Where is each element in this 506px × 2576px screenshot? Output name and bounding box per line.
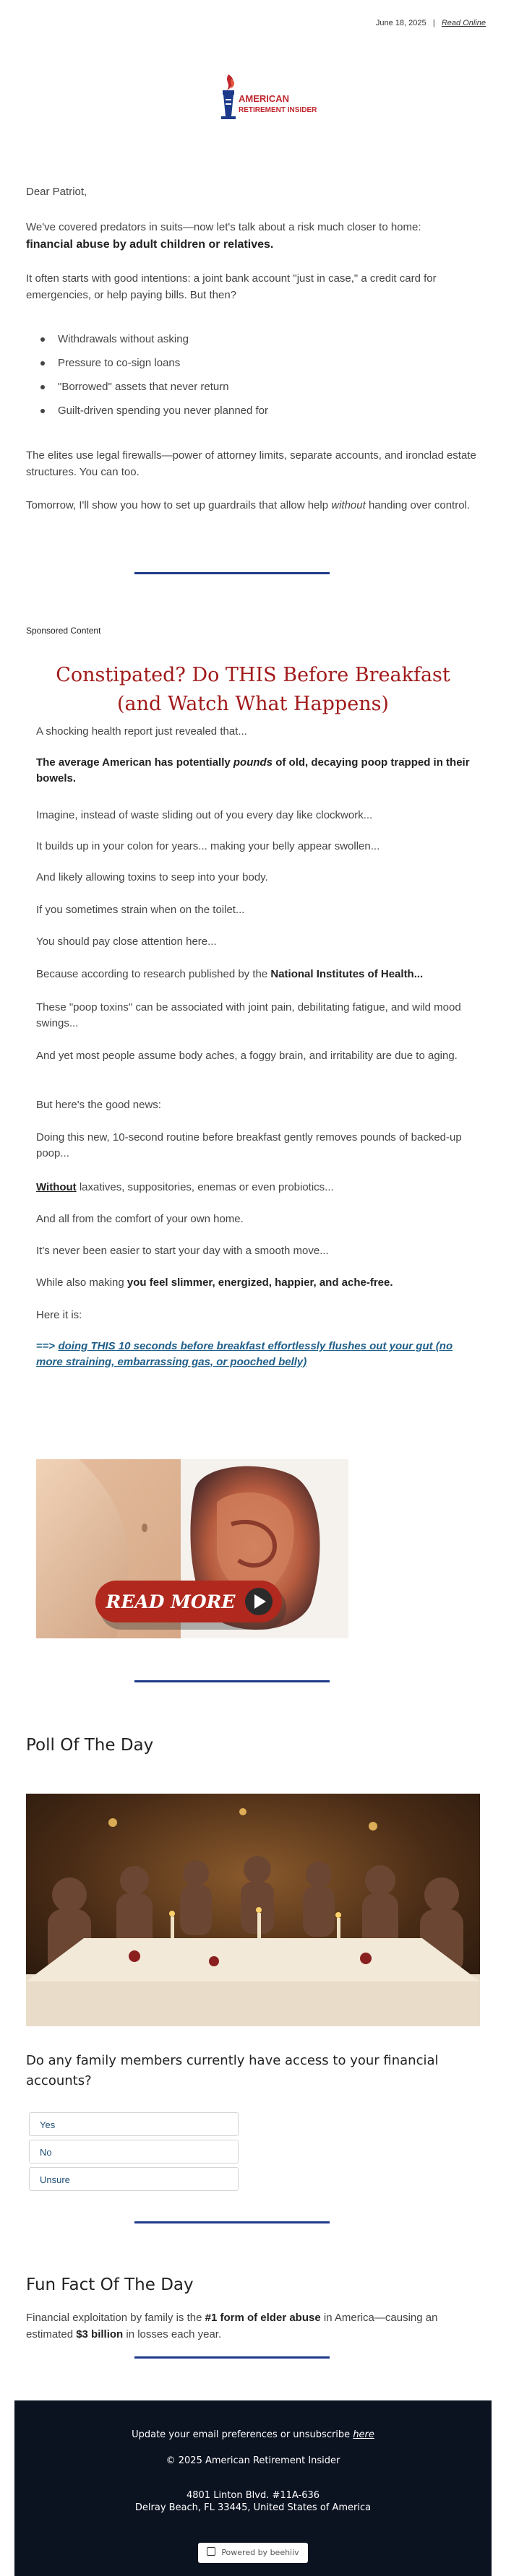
ad-image-read-more[interactable] <box>36 1459 348 1638</box>
ad-headline-line1: Constipated? Do THIS Before Breakfast <box>56 664 450 686</box>
ad-paragraph: And yet most people assume body aches, a foggy brain, and irritability are due to aging. <box>36 1050 458 1062</box>
paragraph-4-emphasis: without <box>331 499 366 511</box>
ad-text: While also making <box>36 1276 127 1289</box>
ad-paragraph: It builds up in your colon for years... making your belly appear swollen... <box>36 840 380 852</box>
ad-text: The average American has potentially <box>36 756 233 769</box>
ad-headline <box>26 661 480 719</box>
family-dinner-photo <box>26 1794 480 2026</box>
list-item: Pressure to co-sign loans <box>40 351 474 375</box>
ad-cta-link[interactable]: doing THIS 10 seconds before breakfast effortlessly flushes out your gut (no more straining, embarrassing gas, or pooched belly) <box>36 1340 453 1368</box>
preferences-text: Update your email preferences or unsubscribe <box>132 2429 353 2440</box>
read-online-link[interactable]: Read Online <box>441 19 486 27</box>
ad-paragraph: These "poop toxins" can be associated with joint pain, debilitating fatigue, and wild mood swings... <box>36 1001 461 1029</box>
ad-paragraph: You should pay close attention here... <box>36 935 217 948</box>
ad-text-underline: Without <box>36 1181 77 1193</box>
logo-line2: RETIREMENT INSIDER <box>239 106 317 114</box>
ad-text-bold: National Institutes of Health... <box>270 968 424 980</box>
address-line-1: 4801 Linton Blvd. #11A-636 <box>186 2490 320 2501</box>
poll-image <box>26 1794 480 2026</box>
section-divider <box>134 1680 330 1682</box>
paragraph-4 <box>26 498 480 514</box>
poll-option-no[interactable]: No <box>29 2140 239 2164</box>
paragraph-4-text-end: handing over control. <box>365 499 471 511</box>
ad-image <box>36 1459 348 1638</box>
funfact-part: Financial exploitation by family is the <box>26 2312 205 2324</box>
poll-option-yes[interactable]: Yes <box>29 2112 239 2136</box>
copyright: © 2025 American Retirement Insider <box>166 2455 340 2466</box>
greeting: Dear Patriot, <box>26 186 87 198</box>
paragraph-3: The elites use legal firewalls—power of attorney limits, separate accounts, and ironclad estate structures. You can too. <box>26 449 476 478</box>
sponsored-label: Sponsored Content <box>26 626 101 636</box>
preferences-line <box>14 2429 492 2440</box>
ad-text-bold: you feel slimmer, energized, happier, and ache-free. <box>126 1276 393 1289</box>
funfact-bold: $3 billion <box>76 2328 124 2341</box>
poll-heading: Poll Of The Day <box>26 1736 154 1755</box>
poll-option-unsure[interactable]: Unsure <box>29 2167 239 2191</box>
ad-paragraph: If you sometimes strain when on the toilet... <box>36 904 245 916</box>
ad-paragraph: And likely allowing toxins to seep into your body. <box>36 871 268 883</box>
ad-paragraph <box>36 755 477 787</box>
funfact-text <box>26 2310 480 2343</box>
list-item: Withdrawals without asking <box>40 327 474 351</box>
read-more-label: READ MORE <box>106 1591 236 1612</box>
ad-text: of old, decaying poop trapped in their bowels. <box>36 756 470 785</box>
intro-paragraph <box>26 220 480 254</box>
logo-line1: AMERICAN <box>239 93 290 104</box>
brand-logo[interactable] <box>210 69 317 134</box>
ad-text: Because according to research published by the <box>36 968 271 980</box>
funfact-bold: #1 form of elder abuse <box>205 2312 321 2324</box>
ad-link-paragraph <box>36 1339 477 1370</box>
ad-headline-line2: (and Watch What Happens) <box>117 693 389 715</box>
section-divider <box>134 2356 330 2359</box>
powered-by-beehiiv-badge[interactable] <box>198 2543 308 2563</box>
funfact-part: in losses each year. <box>123 2328 222 2341</box>
arrow-text: ==> <box>36 1340 59 1352</box>
email-footer <box>14 2400 492 2576</box>
ad-paragraph: A shocking health report just revealed that... <box>36 725 247 738</box>
funfact-part: in America—causing an estimated <box>26 2312 438 2341</box>
section-divider <box>134 572 330 574</box>
beehiiv-icon <box>207 2547 215 2556</box>
poll-question: Do any family members currently have access to your financial accounts? <box>26 2053 439 2088</box>
address-line-2: Delray Beach, FL 33445, United States of America <box>134 2502 372 2513</box>
header-bar <box>376 19 486 27</box>
warning-list <box>40 327 474 423</box>
torch-icon <box>210 69 317 134</box>
intro-text: We've covered predators in suits—now let's talk about a risk much closer to home: <box>26 221 421 233</box>
paragraph-4-text: Tomorrow, I'll show you how to set up guardrails that allow help <box>26 499 332 511</box>
powered-by-text: Powered by beehiiv <box>221 2548 299 2557</box>
ad-paragraph: But here's the good news: <box>36 1099 161 1111</box>
intro-bold: financial abuse by adult children or relatives. <box>26 238 274 251</box>
ad-paragraph: And all from the comfort of your own home. <box>36 1213 244 1225</box>
funfact-heading: Fun Fact Of The Day <box>26 2275 194 2294</box>
section-divider <box>134 2221 330 2223</box>
ad-paragraph <box>36 1275 477 1291</box>
ad-text: laxatives, suppositories, enemas or even probiotics... <box>76 1181 334 1193</box>
header-separator: | <box>432 19 435 27</box>
ad-emphasis: pounds <box>233 756 273 769</box>
unsubscribe-link[interactable]: here <box>353 2429 374 2440</box>
ad-paragraph: Here it is: <box>36 1309 82 1321</box>
ad-paragraph <box>36 1180 477 1196</box>
ad-paragraph <box>36 967 477 982</box>
ad-paragraph: It's never been easier to start your day with a smooth move... <box>36 1245 329 1257</box>
list-item: Guilt-driven spending you never planned for <box>40 399 474 423</box>
ad-paragraph: Doing this new, 10-second routine before breakfast gently removes pounds of backed-up poop... <box>36 1131 462 1159</box>
issue-date: June 18, 2025 <box>375 19 426 27</box>
list-item: "Borrowed" assets that never return <box>40 375 474 399</box>
paragraph-2: It often starts with good intentions: a joint bank account "just in case," a credit card for emergencies, or help paying bills. But then? <box>26 272 437 301</box>
ad-paragraph: Imagine, instead of waste sliding out of you every day like clockwork... <box>36 809 373 821</box>
